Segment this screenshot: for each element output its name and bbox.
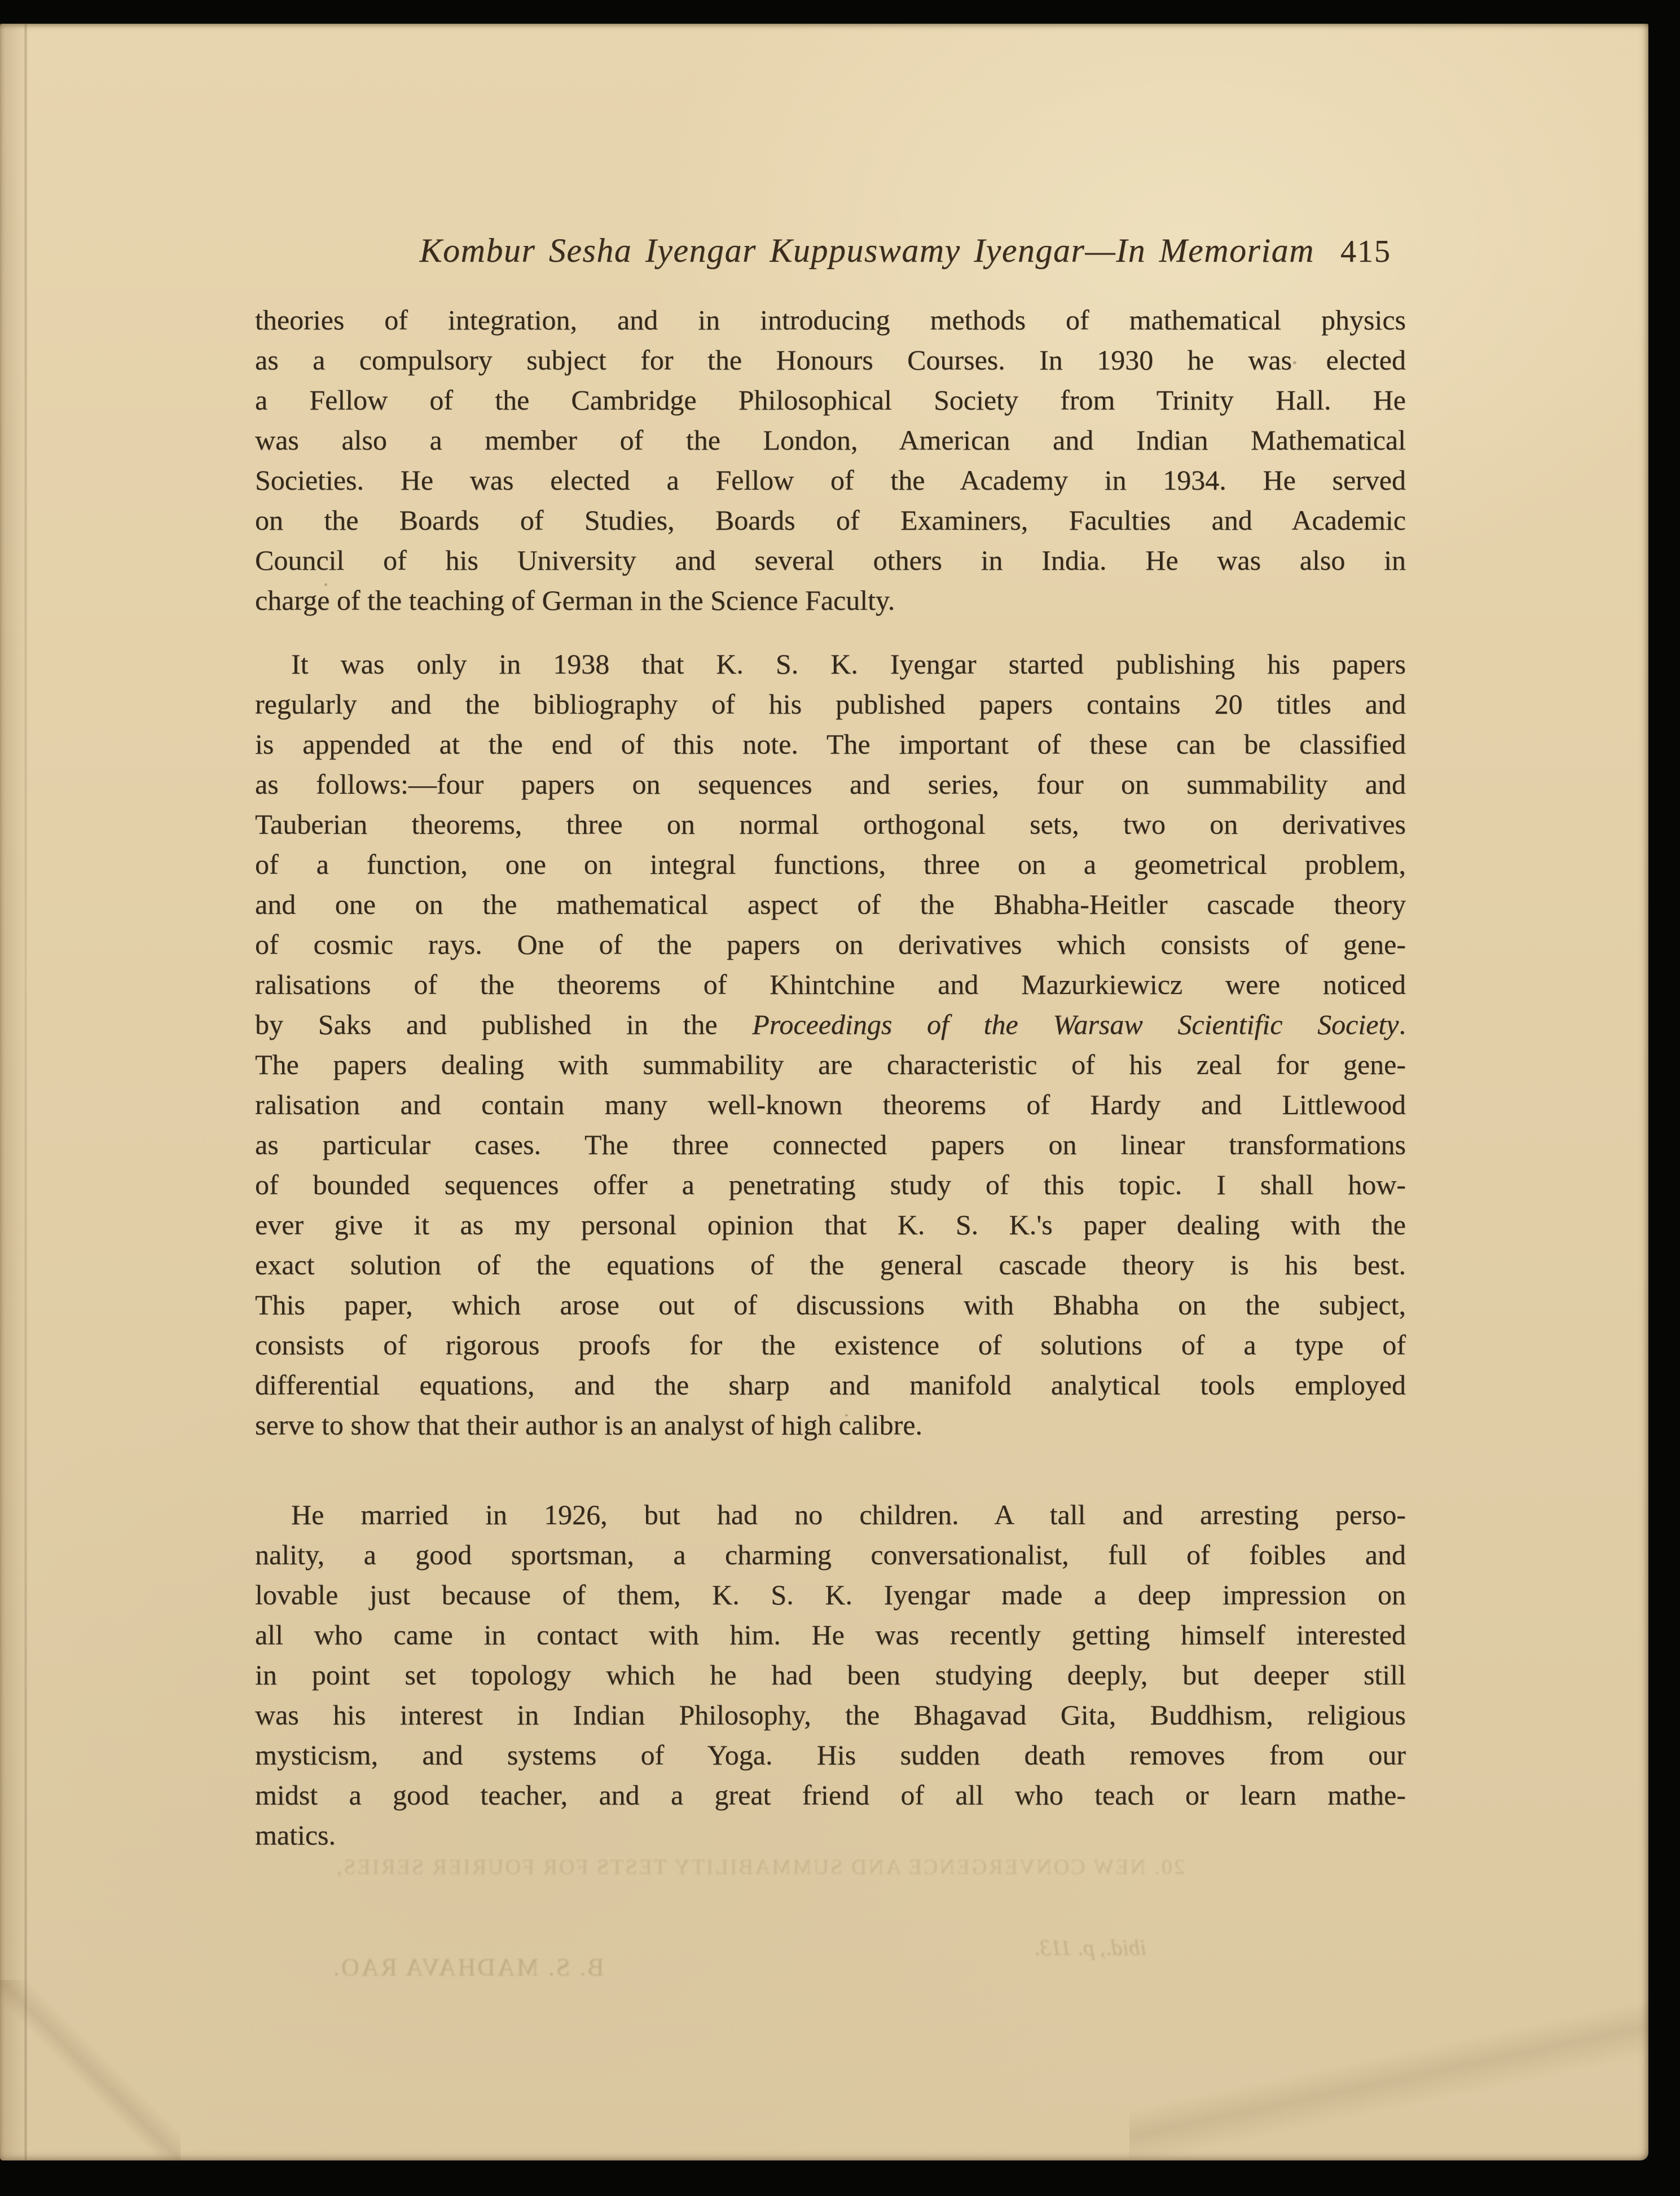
showthrough-reversed-signature: B. S. MADHAVA RAO. [332, 1953, 604, 1981]
text-line: serve to show that their author is an analyst of high calibre. [255, 1409, 923, 1441]
paper-wrinkle [1129, 2003, 1648, 2160]
text-line: midst a good teacher, and a great friend of all who teach or learn mathe- [255, 1779, 1406, 1811]
text-line: of a function, one on integral functions, three on a geometrical problem, [255, 848, 1406, 880]
text-segment: . [1398, 1009, 1406, 1040]
text-line: charge of the teaching of German in the Science Faculty. [255, 584, 895, 616]
text-line: as particular cases. The three connected papers on linear transformations [255, 1129, 1406, 1160]
book-page [0, 24, 1648, 2160]
text-line: mysticism, and systems of Yoga. His sudden death removes from our [255, 1739, 1406, 1771]
text-line: ever give it as my personal opinion that K. S. K.'s paper dealing with the [255, 1209, 1406, 1240]
text-line: ralisations of the theorems of Khintchine and Mazurkiewicz were noticed [255, 969, 1406, 1000]
text-line: theories of integration, and in introducing methods of mathematical physics [255, 304, 1406, 336]
paper-speck [1293, 361, 1296, 364]
paper-speck [324, 583, 327, 586]
text-line: as follows:—four papers on sequences and series, four on summability and [255, 768, 1406, 800]
header-page-number: 415 [1340, 234, 1391, 269]
paper-speck [845, 1414, 848, 1416]
text-line: Societies. He was elected a Fellow of the Academy in 1934. He served [255, 464, 1406, 496]
paragraph-3 [255, 1495, 1406, 1855]
text-line: and one on the mathematical aspect of the Bhabha-Heitler cascade theory [255, 888, 1406, 920]
text-line: ralisation and contain many well-known theorems of Hardy and Littlewood [255, 1089, 1406, 1120]
showthrough-reversed-citation: ibid., p. 113. [1034, 1935, 1147, 1960]
text-line: It was only in 1938 that K. S. K. Iyengar started publishing his papers [291, 648, 1406, 680]
showthrough-reversed-note: 20. NEW CONVERGENCE AND SUMMABILITY TESTS FOR FOURIER SERIES, [335, 1855, 1185, 1879]
text-line: nality, a good sportsman, a charming conversationalist, full of foibles and [255, 1539, 1406, 1570]
text-line: lovable just because of them, K. S. K. Iyengar made a deep impression on [255, 1579, 1406, 1610]
text-line: as a compulsory subject for the Honours Courses. In 1930 he was elected [255, 344, 1406, 376]
text-line: The papers dealing with summability are characteristic of his zeal for gene- [255, 1049, 1406, 1080]
text-line: all who came in contact with him. He was recently getting himself interested [255, 1619, 1406, 1651]
text-line: Council of his University and several others in India. He was also in [255, 544, 1406, 576]
running-header [255, 231, 1406, 270]
text-line [255, 1005, 1406, 1045]
text-line: exact solution of the equations of the general cascade theory is his best. [255, 1249, 1406, 1280]
text-line: a Fellow of the Cambridge Philosophical Society from Trinity Hall. He [255, 384, 1406, 416]
text-line: This paper, which arose out of discussions with Bhabha on the subject, [255, 1289, 1406, 1321]
text-segment: by Saks and published in the [255, 1009, 753, 1040]
gutter-crease-line [25, 24, 27, 2160]
binding-gutter-shadow [0, 24, 28, 2160]
text-line: He married in 1926, but had no children. A tall and arresting perso- [291, 1499, 1406, 1530]
text-line: regularly and the bibliography of his published papers contains 20 titles and [255, 688, 1406, 720]
text-line: matics. [255, 1819, 336, 1851]
text-line: consists of rigorous proofs for the existence of solutions of a type of [255, 1329, 1406, 1361]
text-line: Tauberian theorems, three on normal orthogonal sets, two on derivatives [255, 808, 1406, 840]
text-line: was also a member of the London, American and Indian Mathematical [255, 424, 1406, 456]
text-block [255, 300, 1406, 1855]
paragraph-1 [255, 300, 1406, 620]
italic-text-segment: Proceedings of the Warsaw Scientific Society [752, 1009, 1399, 1040]
text-line: of bounded sequences offer a penetrating study of this topic. I shall how- [255, 1169, 1406, 1200]
text-line: is appended at the end of this note. The important of these can be classified [255, 728, 1406, 760]
text-line: on the Boards of Studies, Boards of Examiners, Faculties and Academic [255, 504, 1406, 536]
text-line: in point set topology which he had been studying deeply, but deeper still [255, 1659, 1406, 1691]
header-title: Kombur Sesha Iyengar Kuppuswamy Iyengar—In Memoriam [419, 232, 1314, 269]
text-line: of cosmic rays. One of the papers on derivatives which consists of gene- [255, 928, 1406, 960]
paragraph-2 [255, 644, 1406, 1445]
text-line: was his interest in Indian Philosophy, the Bhagavad Gita, Buddhism, religious [255, 1699, 1406, 1731]
text-line: differential equations, and the sharp and manifold analytical tools employed [255, 1369, 1406, 1401]
